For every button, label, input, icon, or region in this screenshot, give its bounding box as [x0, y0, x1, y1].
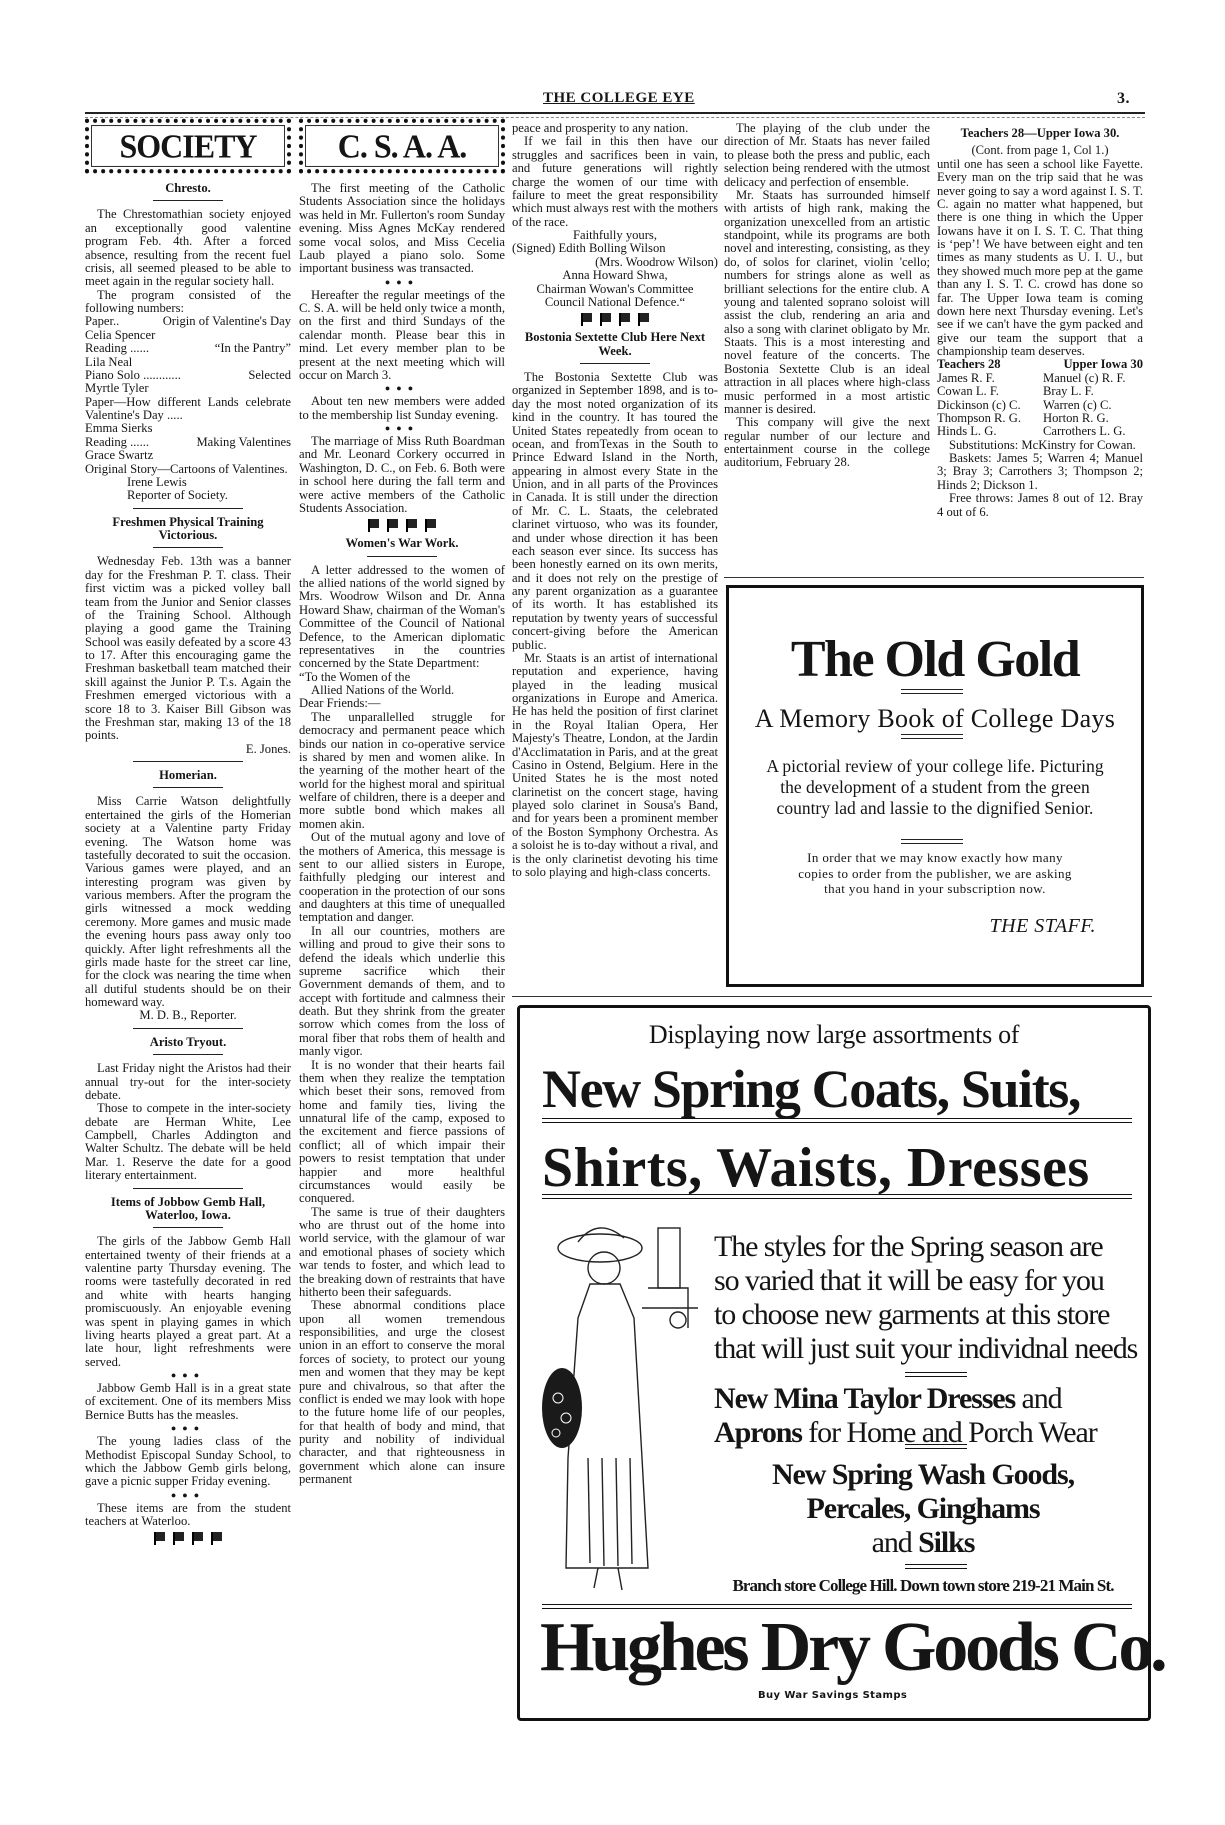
article-paragraph: In all our countries, mothers are willing and proud to give their sons to defend the ideals which underlie this supreme sacrifice which their Government demands of them, and to accept with fortitude and calmness their death. But they shrink from the greater sorrow which comes from the loss of moral fiber that robs them of health and manly vigor.: [299, 923, 505, 1059]
article-headline: Homerian.: [159, 768, 217, 782]
program-item: [85, 369, 291, 396]
column-csaa: [299, 120, 505, 1487]
article-paragraph: until one has seen a school like Fayette. Every man on the trip said that he was never going to say a word against I. S. T. C. again no matter what happened, but there is one thing in which the Upper Iowans have it on I. S. T. C. That thing is ‘pep’! We have between eight and ten times as many students as U. I. U., but they showed much more pep at the game than any I. S. T. C. crowd has done so far. The Upper Iowa team is coming down here next Thursday evening. Let's see if we can't have the gym packed and give our team the support that a championship team deserves.: [937, 156, 1143, 358]
program-type: Paper—How different Lands celebrate Valentine's Day .....: [85, 394, 291, 422]
article-headline: Women's War Work.: [345, 536, 459, 551]
article-paragraph: peace and prosperity to any nation.: [512, 121, 689, 135]
divider: [901, 734, 963, 739]
article-paragraph: The girls of the Jabbow Gemb Hall entertained twenty of their friends at a valentine party Thursday evening. The rooms were tastefully decorated in red and white with hearts hanging promiscuously. An enjoyable evening was spent in playing games in which living hearts played a great part. At a late hour, light refreshments were served.: [85, 1234, 291, 1369]
article-paragraph: Mr. Staats has surrounded himself with artists of high rank, making the organization unexcelled from an artistic standpoint, while its programs are both novel and interesting, consisting, as they do, of solos for clarinet, violin 'cello; numbers for strings alone as well as brilliant selections for the entire club. A young and talented soprano soloist will assist the club, rendering an aria and also a song with clarinet obligato by Mr. Staats. This is a most interesting and novel feature of the concerts. The Bostonia Sextette Club is an ideal attraction in all places where high-class music performed in a most artistic manner is desired.: [724, 187, 930, 416]
column-bostonia-cont: [724, 122, 930, 470]
ad-silks: Silks: [918, 1526, 975, 1559]
article-paragraph: The Bostonia Sextette Club was organized in September 1898, and is to-day the most noted organization of its kind in the country. It has toured the United States repeatedly from ocean to ocean, and fromTexas in the South to Prince Edward Island in the North, appearing in almost every State in the Union, and in all parts of the Provinces in Canada. It is still under the direction of Mr. C. L. Staats, the celebrated clarinet virtuoso, who was its founder, and under whose direction it has been each season ever since. Its success has been honestly earned on its own merits, and it does not rely on the prestige of any parent organization as a guarantee of its worth. It has established its reputation by twenty years of successful concert-giving before the American public.: [512, 370, 718, 652]
flag-icon: [154, 1532, 165, 1541]
lineup-player: Cowan L. F.: [937, 384, 999, 399]
item-separator: ●●●: [170, 1370, 206, 1380]
article-paragraph: About ten new members were added to the membership list Sunday evening.: [299, 394, 505, 422]
divider: [905, 1564, 967, 1569]
article-paragraph: Hereafter the regular meetings of the C. S. A. will be held only twice a month, on the first and third Sundays of the calendar month. Please bear this in mind. Let every member plan to be present at the next meeting which will occur on March 3.: [299, 287, 505, 382]
ad-headline-dresses: Shirts, Waists, Dresses: [542, 1137, 1090, 1199]
header-rule: [85, 112, 1145, 114]
article-paragraph: The same is true of their daughters who are thrust out of the home into world service, with the glamour of war and emotional phases of society which war tends to foster, and which lead to the breaking down of restraints that have hitherto been their safeguards.: [299, 1204, 505, 1299]
divider: [133, 508, 243, 509]
flags-ornament: [299, 518, 505, 532]
flag-icon: [581, 313, 592, 322]
flag-icon: [425, 519, 436, 528]
program-type: Piano Solo ............: [85, 367, 181, 382]
article-paragraph: “To the Women of the: [299, 669, 411, 684]
flag-icon: [368, 519, 379, 528]
program-performer: Myrtle Tyler: [85, 381, 149, 396]
article-paragraph: This company will give the next regular number of our lecture and entertainment course in the college auditorium, February 28.: [724, 415, 930, 470]
program-line: [85, 315, 291, 328]
item-separator: ●●●: [384, 383, 420, 394]
ad-mina-taylor-line: [714, 1382, 1062, 1416]
lineup-player: Manuel (c) R. F.: [1043, 370, 1126, 385]
article-paragraph: Mr. Staats is an artist of international reputation and experience, having played in the leading musical organizations in Europe and America. He has held the position of first clarinet in the Royal Italian Opera, Her Majesty's Theatre, London, at the Jardin d'Acclimatation in Paris, and at the great Casino in Ostend, Belgium. Here in the United States he is the most noted clarinetist on the concert stage, having played solo clarinet in Sousa's Band, and for years been a prominent member of the Boston Symphony Orchestra. As a soloist he is to-day without a rival, and is the only clarinetist devoting his time to solo playing and high-class concerts.: [512, 650, 718, 879]
divider: [153, 1227, 223, 1228]
item-separator: ●●●: [384, 276, 420, 287]
program-type: Paper..: [85, 314, 120, 329]
article-paragraph: A letter addressed to the women of the allied nations of the world signed by Mrs. Woodrow Wilson and Dr. Anna Howard Shaw, chairman of the Woman's Committee of the Council of National Defence, to the American diplomatic representatives in the countries concerned by the State Department:: [299, 562, 505, 671]
article-paragraph: The playing of the club under the direction of Mr. Staats has never failed to please both the press and public, each selection being rendered with the utmost delicacy and perfection of ensemble.: [724, 121, 930, 189]
divider: [901, 689, 963, 694]
section-rule: [724, 577, 1144, 578]
program-item: [85, 342, 291, 369]
article-paragraph: Jabbow Gemb Hall is in a great state of excitement. One of its members Miss Bernice Butts has the measles.: [85, 1381, 291, 1422]
program-type: Reading ......: [85, 434, 150, 449]
divider: [901, 839, 963, 844]
section-banner: SOCIETY: [85, 119, 291, 174]
old-gold-title: The Old Gold: [790, 631, 1080, 688]
item-separator: ●●●: [170, 1423, 206, 1434]
article-paragraph: The Chrestomathian society enjoyed an exceptionally good valentine program Feb. 4th. After a forced absence, resulting from the recent fuel crisis, all seemed pleased to be able to meet again in the regular society hall.: [85, 207, 291, 289]
program-performer: Emma Sierks: [85, 421, 153, 436]
ad-tagline: Buy War Savings Stamps: [758, 1690, 908, 1701]
woman-illustration-icon: [538, 1208, 698, 1593]
lineup-player: Bray L. F.: [1043, 384, 1094, 399]
column-society: [85, 120, 291, 1549]
old-gold-subtitle: A Memory Book of College Days: [754, 704, 1116, 733]
old-gold-request: In order that we may know exactly how many copies to order from the publisher, we are asking that you hand in your subscription now.: [798, 850, 1072, 896]
article-headline: Chresto.: [165, 181, 211, 195]
article-paragraph: These abnormal conditions place upon all women tremendous responsibilities, and urge the closest union in an effort to conserve the moral forces of society, to protect our young men and women that they may be kept pure and chivalrous, so that after the conflict is ended we may look with hope to the future home life of our peoples, for that health of body and mind, that purity and nobility of individual character, and that righteousness in government which alone can insure permanent: [299, 1298, 505, 1487]
divider: [153, 200, 223, 201]
flag-icon: [600, 313, 611, 322]
ad-intro: Displaying now large assortments of: [648, 1020, 1020, 1049]
ad-body-line: to choose new garments at this store: [714, 1298, 1110, 1331]
article-headline: Freshmen Physical Training Victorious.: [112, 514, 264, 542]
divider: [133, 1188, 243, 1189]
lineup-player: Thompson R. G.: [937, 410, 1021, 425]
item-separator: ●●●: [170, 1489, 206, 1500]
article-paragraph: Allied Nations of the World.: [311, 683, 455, 697]
divider: [153, 1054, 223, 1055]
ad-percales: Percales, Ginghams: [806, 1492, 1040, 1525]
centered-line: Anna Howard Shwa,: [562, 268, 668, 283]
divider: [367, 556, 437, 557]
program-type: Reading ......: [85, 341, 150, 356]
program-performer: Celia Spencer: [85, 327, 156, 342]
column-letter-bostonia: [512, 122, 718, 879]
flags-ornament: [85, 1531, 291, 1545]
ad-mina-taylor-bold: New Mina Taylor Dresses: [714, 1382, 1016, 1415]
hughes-dry-goods-advertisement: [517, 1005, 1165, 1721]
ad-body-line: The styles for the Spring season are: [714, 1230, 1103, 1263]
divider: [580, 363, 650, 364]
article-paragraph: These items are from the student teachers at Waterloo.: [85, 1500, 291, 1528]
flag-icon: [192, 1532, 203, 1541]
section-rule: [512, 996, 1152, 997]
article-paragraph: The first meeting of the Catholic Students Association since the holidays was held in Mr. Fullerton's room Sunday evening. Miss Agnes McKay rendered some vocal solos, and Miss Cecelia Laub played a piano solo. Some important business was transacted.: [299, 181, 505, 276]
old-gold-description: A pictorial review of your college life. Picturing the development of a student from the green country lad and lassie to the dignified Senior.: [766, 756, 1104, 818]
basketball-lineup: [937, 358, 1143, 438]
divider: [153, 787, 223, 788]
article-paragraph: Dear Friends:—: [299, 696, 381, 711]
program-title: Selected: [248, 367, 291, 382]
article-paragraph: The program consisted of the following numbers:: [85, 287, 291, 315]
program-line: [85, 342, 291, 355]
divider: [153, 547, 223, 548]
centered-line: Council National Defence.“: [544, 294, 686, 309]
lineup-player: Hinds L. G.: [937, 424, 997, 439]
program-title: Making Valentines: [196, 434, 291, 449]
signature-line: Reporter of Society.: [127, 488, 228, 503]
flag-icon: [173, 1532, 184, 1541]
column-basketball: [937, 122, 1143, 519]
ad-silks-line: [714, 1526, 1132, 1560]
lineup-player: Carrothers L. G.: [1043, 424, 1126, 439]
lineup-player: Dickinson (c) C.: [937, 397, 1021, 412]
lineup-player: James R. F.: [937, 370, 995, 385]
article-headline: Bostonia Sextette Club Here Next Week.: [524, 330, 706, 358]
old-gold-advertisement: [726, 585, 1144, 987]
ad-wash-goods: New Spring Wash Goods,: [771, 1458, 1074, 1491]
flag-icon: [387, 519, 398, 528]
flag-icon: [638, 313, 649, 322]
ad-headline-coats: New Spring Coats, Suits,: [542, 1059, 1080, 1119]
program-title: Origin of Valentine's Day: [162, 314, 291, 329]
centered-line: (Cont. from page 1, Col 1.): [971, 143, 1109, 158]
article-headline: Items of Jobbow Gemb Hall, Waterloo, Iowa.: [110, 1194, 266, 1222]
article-paragraph: The young ladies class of the Methodist Episcopal Sunday School, to which the Jabbow Gemb girls belong, gave a picnic supper Friday evening.: [85, 1434, 291, 1489]
program-item: [85, 436, 291, 463]
article-headline: Teachers 28—Upper Iowa 30.: [960, 126, 1120, 140]
article-paragraph: It is no wonder that their hearts fail them when they realize the temptation which beset their sons, removed from home and family ties, living the unnatural life of the camp, exposed to the excitement and fierce passions of conflict; all of which impair their powers to resist temptation that under happier and more healthful circumstances would easily be conquered.: [299, 1057, 505, 1206]
centered-line: M. D. B., Reporter.: [139, 1008, 237, 1023]
lineup-player: Horton R. G.: [1043, 410, 1109, 425]
article-paragraph: If we fail in this then have our struggles and sacrifices been in vain, and future generations will rightly charge the women of our time with failure to meet the great responsibility which must always rest with the mothers of the race.: [512, 134, 718, 229]
page-number: 3.: [1117, 90, 1130, 107]
divider: [905, 1372, 967, 1377]
ad-mina-taylor-rest: and: [1021, 1382, 1062, 1415]
article-paragraph: Original Story—Cartoons of Valentines.: [85, 461, 288, 476]
item-separator: ●●●: [384, 423, 420, 433]
article-paragraph: Miss Carrie Watson delightfully entertained the girls of the Homerian society at a Valentine party Friday evening. The Watson home was tastefully decorated to suit the occasion. Various games were played, and an interesting program was given by various members. After the program the girls witnessed a mock wedding ceremony. More games and music made the evening hours pass away only too quickly. After light refreshments all the girls made haste for the street car line, for the clock was nearing the time when all dutiful students should be on their homeward way.: [85, 794, 291, 1009]
ad-aprons-rest: for Home and Porch Wear: [808, 1416, 1097, 1449]
program-performer: Lila Neal: [85, 354, 133, 369]
ad-body-line: that will just suit your individnal needs: [714, 1332, 1138, 1365]
signature-line: Irene Lewis: [127, 474, 187, 489]
divider: [133, 1028, 243, 1029]
centered-line: Chairman Wowan's Committee: [536, 281, 694, 296]
article-paragraph: Free throws: James 8 out of 12. Bray 4 out of 6.: [937, 491, 1143, 519]
byline: (Mrs. Woodrow Wilson): [595, 254, 718, 269]
program-item: [85, 315, 291, 342]
ad-aprons-bold: Aprons: [714, 1416, 802, 1449]
article-paragraph: The unparallelled struggle for democracy and permanent peace which binds our nation in co-operative service is shared by men and women alike. In the yearning of the mother heart of the world for the highest moral and spiritual welfare of children, there is a deeper and more subtle bond which makes all momen akin.: [299, 709, 505, 831]
old-gold-signature: THE STAFF.: [989, 915, 1096, 937]
article-paragraph: (Signed) Edith Bolling Wilson: [512, 241, 666, 256]
article-paragraph: Baskets: James 5; Warren 4; Manuel 3; Bray 3; Carrothers 3; Thompson 2; Hinds 2; Dickson 1.: [937, 451, 1143, 492]
program-line: [85, 396, 291, 423]
article-paragraph: Last Friday night the Aristos had their annual try-out for the inter-society debate.: [85, 1061, 291, 1102]
centered-line: Faithfully yours,: [573, 228, 657, 242]
program-line: [85, 436, 291, 449]
divider: [133, 761, 243, 762]
program-line: [85, 369, 291, 382]
divider: [542, 1118, 1132, 1123]
ad-body-line: so varied that it will be easy for you: [714, 1264, 1104, 1297]
program-performer: Grace Swartz: [85, 448, 154, 463]
flag-icon: [619, 313, 630, 322]
article-paragraph: Out of the mutual agony and love of the mothers of America, this message is sent to our allied sisters in Europe, faithfully pledging our interest and cooperation in the protection of our sons and daughters at this time of unequalled temptation and danger.: [299, 830, 505, 925]
byline: E. Jones.: [245, 741, 291, 756]
program-item: [85, 396, 291, 436]
flag-icon: [406, 519, 417, 528]
flags-ornament: [512, 312, 718, 326]
article-paragraph: Those to compete in the inter-society debate are Herman White, Lee Campbell, Charles Addington and Walter Schultz. The debate will be held Mar. 1. Reserve the date for a good literary entertainment.: [85, 1101, 291, 1183]
article-paragraph: The marriage of Miss Ruth Boardman and Mr. Leonard Corkery occurred in Washington, D. C., on Feb. 6. Both were in school here during the fall term and were active members of the Catholic Students Association.: [299, 434, 505, 515]
ad-silks-and: and: [871, 1526, 912, 1559]
ad-store-locations: Branch store College Hill. Down town store 219-21 Main St.: [732, 1576, 1114, 1595]
article-paragraph: Wednesday Feb. 13th was a banner day for the Freshman P. T. class. Their first victim was a picked volley ball team from the Junior and Senior classes of the Training School. Although playing a good game the Training School was easily defeated by a score 43 to 17. After this encouraging game the Freshman basketball team matched their skill against the Junior P. T.s. Again the Freshmen emerged victorious with a score 18 to 3. Kaiser Bill Gibson was the Freshman star, making 13 of the 18 points.: [85, 554, 291, 743]
flag-icon: [211, 1532, 222, 1541]
lineup-home-team: Teachers 28: [937, 357, 1001, 372]
section-banner: C. S. A. A.: [299, 119, 505, 174]
lineup-away-team: Upper Iowa 30: [1063, 357, 1143, 372]
divider: [905, 1444, 967, 1449]
ad-company-name: Hughes Dry Goods Co.: [540, 1609, 1165, 1686]
program-title: “In the Pantry”: [214, 341, 291, 356]
article-headline: Aristo Tryout.: [149, 1034, 227, 1049]
divider: [542, 1194, 1132, 1199]
newspaper-masthead: THE COLLEGE EYE: [543, 90, 695, 106]
lineup-player: Warren (c) C.: [1043, 397, 1112, 412]
article-paragraph: Substitutions: McKinstry for Cowan.: [949, 437, 1136, 452]
